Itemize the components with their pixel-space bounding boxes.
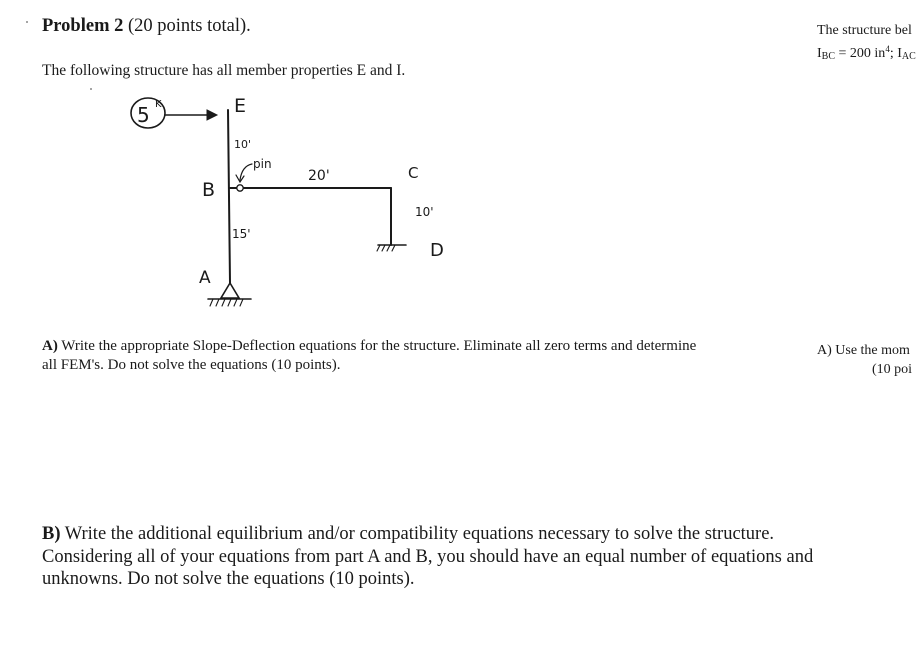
right-column-header xyxy=(817,22,916,66)
node-A-label: A xyxy=(199,268,211,288)
pin-icon xyxy=(237,185,243,191)
scan-speck xyxy=(90,88,92,90)
dim-BC: 20' xyxy=(308,168,330,184)
pin-label: pin xyxy=(253,157,272,171)
right-column-line1: The structure bel xyxy=(817,23,912,38)
problem-title xyxy=(42,16,251,37)
problem-number: Problem 2 xyxy=(42,16,124,36)
node-E-label: E xyxy=(234,95,247,117)
problem-intro: The following structure has all member properties E and I. xyxy=(42,62,406,79)
structure-diagram xyxy=(110,80,470,310)
dim-EB: 10' xyxy=(234,138,252,151)
node-B-label: B xyxy=(202,179,216,201)
part-b-line1: B) Write the additional equilibrium and/or compatibility equations necessary to solve the structure. xyxy=(42,524,775,544)
right-column-line2: $I_{BC} = 200$ $in^4$; $I_{AC}$ xyxy=(817,44,916,62)
right-column-part-a xyxy=(817,341,912,379)
part-b-line3: unknowns. Do not solve the equations (10 points). xyxy=(42,569,415,589)
node-C-label: C xyxy=(408,164,419,182)
load-unit: K xyxy=(155,99,162,110)
problem-points: (20 points total). xyxy=(123,16,251,36)
part-a-line2: all FEM's. Do not solve the equations (10 points). xyxy=(42,357,341,373)
right-column-part-a-line1: A) Use the mom xyxy=(817,343,910,358)
member-EA xyxy=(228,110,230,283)
load-value: 5 xyxy=(137,103,150,127)
dim-CD: 10' xyxy=(415,205,434,219)
pin-support-icon xyxy=(221,283,239,298)
part-a-question xyxy=(42,337,696,375)
part-b-question xyxy=(42,523,813,591)
part-b-line2: Considering all of your equations from part A and B, you should have an equal number of equations and xyxy=(42,546,814,567)
part-a-line1: A) Write the appropriate Slope-Deflection equations for the structure. Eliminate all zero terms and determine xyxy=(42,338,697,354)
dim-BA: 15' xyxy=(232,227,251,241)
right-column-part-a-line2: (10 poi xyxy=(872,362,913,377)
scan-speck xyxy=(26,21,28,23)
node-D-label: D xyxy=(430,240,444,261)
